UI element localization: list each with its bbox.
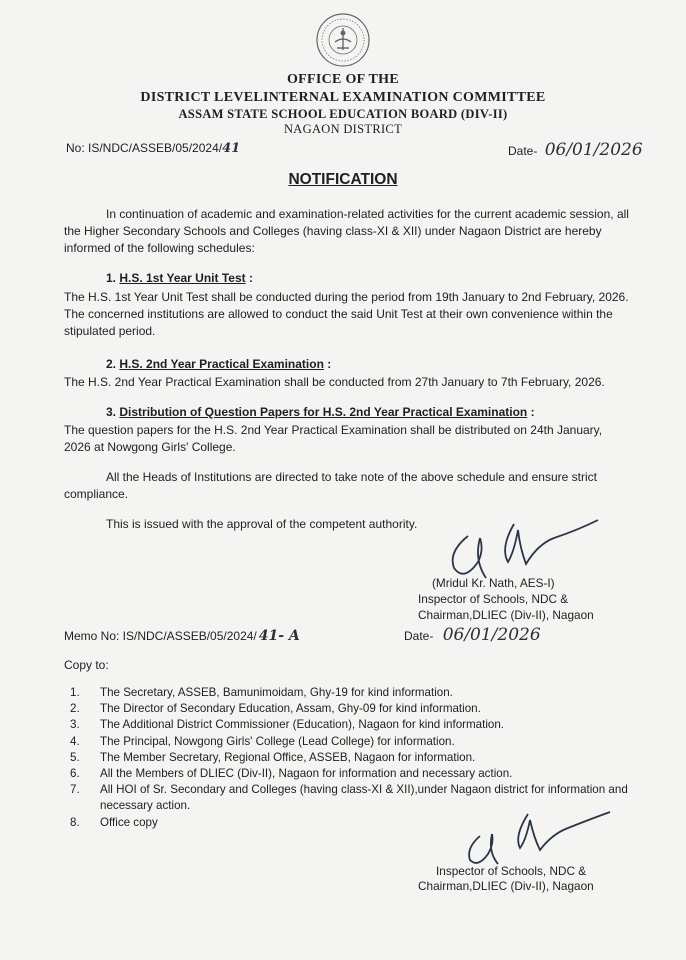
signatory-1-title-line2: Chairman,DLIEC (Div-II), Nagaon <box>418 607 594 622</box>
signature-2-icon <box>440 800 620 870</box>
item-2-heading: 2. H.S. 2nd Year Practical Examination : <box>106 357 332 371</box>
copy-list-item-text: The Additional District Commissioner (Education), Nagaon for kind information. <box>100 718 505 732</box>
copy-list-item-number: 3. <box>70 718 80 732</box>
copy-list-item <box>62 750 634 766</box>
copy-list-item-text: Office copy <box>100 815 158 829</box>
handwritten-memo-date: 06/01/2026 <box>442 625 541 645</box>
reference-date: Date- 06/01/2026 <box>508 140 643 160</box>
copy-list-item <box>62 685 634 701</box>
item-1-heading: 1. H.S. 1st Year Unit Test : <box>106 271 253 285</box>
copy-list-item-text: All HOI of Sr. Secondary and Colleges (having class-XI & XII),under Nagaon district for information and necessary action. <box>100 783 628 813</box>
handwritten-number: 41 <box>222 141 241 156</box>
copy-list-item-text: The Secretary, ASSEB, Bamunimoidam, Ghy-19 for kind information. <box>100 686 453 699</box>
header-office: OFFICE OF THE <box>286 72 400 87</box>
copy-list-item-text: The Director of Secondary Education, Assam, Ghy-09 for kind information. <box>100 702 481 716</box>
item-1-body: The H.S. 1st Year Unit Test shall be conducted during the period from 19th January to 2nd February, 2026. The concerned institutions are allowed to conduct the said Unit Test at their own convenience within the stipulated period. <box>64 290 629 338</box>
directive-paragraph: All the Heads of Institutions are directed to take note of the above schedule and ensure strict compliance. <box>64 470 597 501</box>
item-3-body: The question papers for the H.S. 2nd Year Practical Examination shall be distributed on 24th January, 2026 at Nowgong Girls' College. <box>64 423 603 454</box>
item-3-heading: 3. Distribution of Question Papers for H.S. 2nd Year Practical Examination : <box>106 405 535 419</box>
handwritten-date: 06/01/2026 <box>544 140 643 160</box>
copy-list-item-number: 7. <box>70 783 80 797</box>
signatory-2-title-line2: Chairman,DLIEC (Div-II), Nagaon <box>418 879 594 893</box>
copy-list-item-number: 4. <box>70 734 80 748</box>
header-board: ASSAM STATE SCHOOL EDUCATION BOARD (DIV-II) <box>178 107 508 121</box>
signatory-1-titles <box>418 592 594 623</box>
copy-list-item-number: 2. <box>70 702 80 716</box>
header-district: NAGAON DISTRICT <box>283 122 403 136</box>
reference-number: No: IS/NDC/ASSEB/05/2024/41 <box>66 141 241 156</box>
signatory-1-block <box>432 576 555 592</box>
signatory-2-title-line1: Inspector of Schools, NDC & <box>436 864 587 878</box>
copy-list-item-number: 6. <box>70 767 80 781</box>
intro-paragraph: In continuation of academic and examination-related activities for the current academic session, all the Higher Secondary Schools and Colleges (having class-XI & XII) under Nagaon District are hereby informed of the following schedules: <box>64 207 629 255</box>
signatory-2-block <box>436 864 586 880</box>
item-2-body: The H.S. 2nd Year Practical Examination shall be conducted from 27th January to 7th February, 2026. <box>64 375 605 389</box>
handwritten-memo-number: 41- A <box>258 628 300 644</box>
copy-list-item-number: 5. <box>70 750 80 764</box>
copy-list-item <box>62 766 634 782</box>
copy-list-item <box>62 701 634 717</box>
copy-list-item <box>62 734 634 750</box>
signatory-1-name: (Mridul Kr. Nath, AES-I) <box>432 576 555 590</box>
copy-list-item-text: The Member Secretary, Regional Office, ASSEB, Nagaon for information. <box>100 750 476 764</box>
memo-number: Memo No: IS/NDC/ASSEB/05/2024/ 41- A <box>64 628 300 644</box>
copy-to-label: Copy to: <box>64 658 109 672</box>
copy-list-item-number: 1. <box>70 686 80 699</box>
memo-date: Date- 06/01/2026 <box>404 625 541 645</box>
copy-list-item-text: All the Members of DLIEC (Div-II), Nagaon for information and necessary action. <box>100 767 513 781</box>
notification-title: NOTIFICATION <box>288 171 398 188</box>
header-committee: DISTRICT LEVELINTERNAL EXAMINATION COMMITTEE <box>140 90 546 105</box>
copy-list-item-text: The Principal, Nowgong Girls' College (Lead College) for information. <box>100 734 455 748</box>
approval-line: This is issued with the approval of the competent authority. <box>106 517 418 531</box>
board-emblem-icon <box>315 12 371 68</box>
copy-list-item-number: 8. <box>70 815 80 829</box>
signatory-2-title-wrap <box>418 879 594 895</box>
signatory-1-title-line1: Inspector of Schools, NDC & <box>418 592 569 606</box>
copy-list-item <box>62 717 634 733</box>
